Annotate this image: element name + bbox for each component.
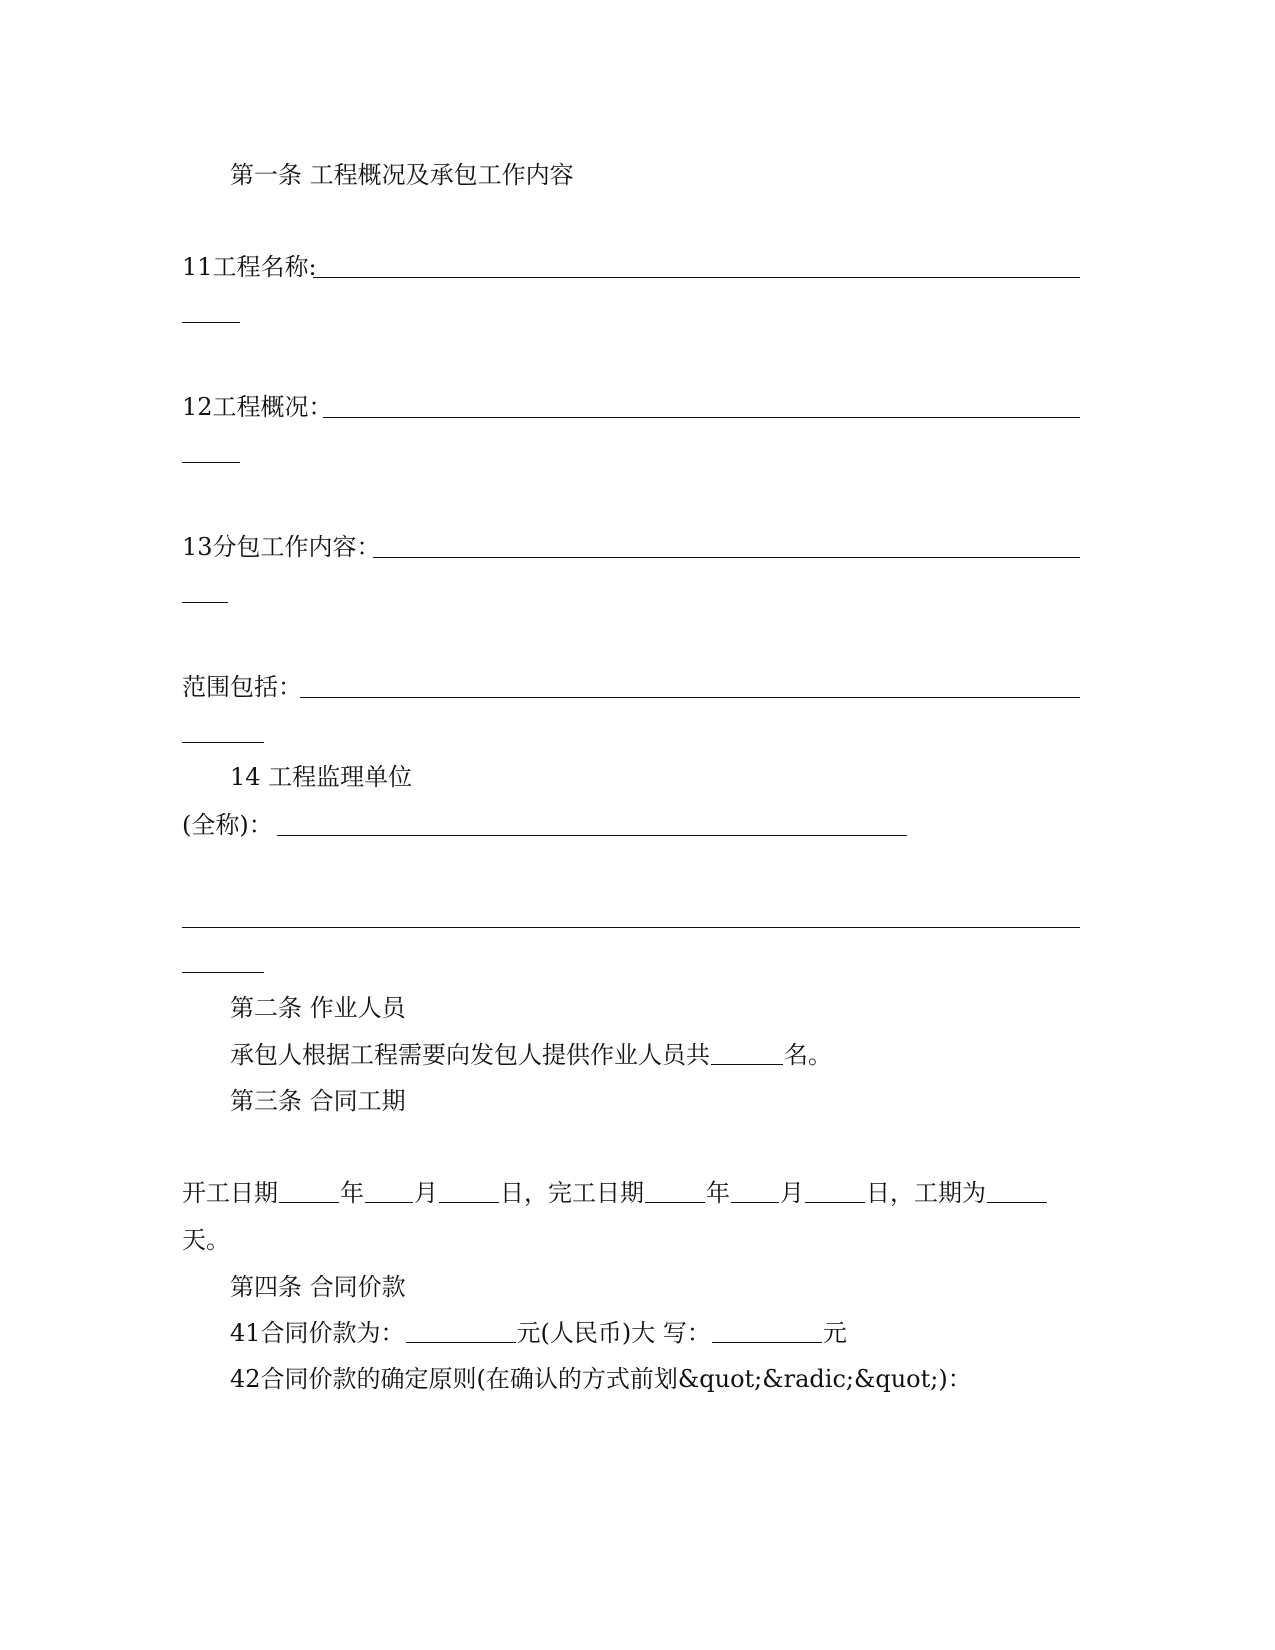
month-label: 月 xyxy=(780,1179,804,1207)
year-label: 年 xyxy=(706,1179,730,1207)
price-unit: 元 xyxy=(822,1319,847,1347)
duration-blank xyxy=(987,1202,1047,1203)
day-label: 日， xyxy=(866,1179,914,1207)
start-month-blank xyxy=(365,1202,413,1203)
workers-sentence xyxy=(230,1040,832,1070)
scope-line xyxy=(300,697,1080,698)
end-day-blank xyxy=(805,1202,865,1203)
project-overview-label: 12工程概况： xyxy=(182,393,333,421)
blank-line xyxy=(182,927,1080,928)
days-label: 天。 xyxy=(182,1226,230,1254)
start-day-blank xyxy=(439,1202,499,1203)
workers-text-a: 承包人根据工程需要向发包人提供作业人员共 xyxy=(230,1041,710,1069)
subcontract-work-line-cont xyxy=(182,602,228,603)
scope-line-cont xyxy=(182,742,264,743)
year-label: 年 xyxy=(340,1179,364,1207)
blank-line-cont xyxy=(182,972,264,973)
supervisor-fullname-label: (全称)： xyxy=(182,811,273,839)
supervisor-fullname-line xyxy=(277,835,907,836)
month-label: 月 xyxy=(414,1179,438,1207)
project-name-label: 11工程名称: xyxy=(182,253,317,281)
end-year-blank xyxy=(645,1202,705,1203)
article-1-heading: 第一条 工程概况及承包工作内容 xyxy=(230,161,574,189)
article-4-heading: 第四条 合同价款 xyxy=(230,1273,406,1301)
price-uppercase-blank xyxy=(712,1342,822,1343)
price-label: 41合同价款为： xyxy=(230,1319,405,1347)
end-date-label: 完工日期 xyxy=(548,1179,644,1207)
price-uppercase-label: 元(人民币)大 写： xyxy=(516,1319,711,1347)
price-amount-blank xyxy=(406,1342,516,1343)
project-overview-line-cont xyxy=(182,462,240,463)
contract-price-sentence xyxy=(230,1318,847,1348)
article-2-heading: 第二条 作业人员 xyxy=(230,994,406,1022)
scope-label: 范围包括： xyxy=(182,673,302,701)
project-overview-line xyxy=(323,417,1080,418)
duration-label: 工期为 xyxy=(914,1179,986,1207)
project-name-line-cont xyxy=(182,322,240,323)
supervisor-heading: 14 工程监理单位 xyxy=(230,763,413,791)
price-principle: 42合同价款的确定原则(在确认的方式前划&quot;&radic;&quot;)： xyxy=(230,1365,972,1393)
schedule-sentence xyxy=(182,1178,1048,1208)
day-label: 日， xyxy=(500,1179,548,1207)
project-name-line xyxy=(313,277,1080,278)
start-year-blank xyxy=(279,1202,339,1203)
workers-count-blank xyxy=(711,1064,783,1065)
workers-text-b: 名。 xyxy=(784,1041,832,1069)
article-3-heading: 第三条 合同工期 xyxy=(230,1087,406,1115)
subcontract-work-label: 13分包工作内容： xyxy=(182,533,381,561)
start-date-label: 开工日期 xyxy=(182,1179,278,1207)
subcontract-work-line xyxy=(373,557,1080,558)
end-month-blank xyxy=(731,1202,779,1203)
